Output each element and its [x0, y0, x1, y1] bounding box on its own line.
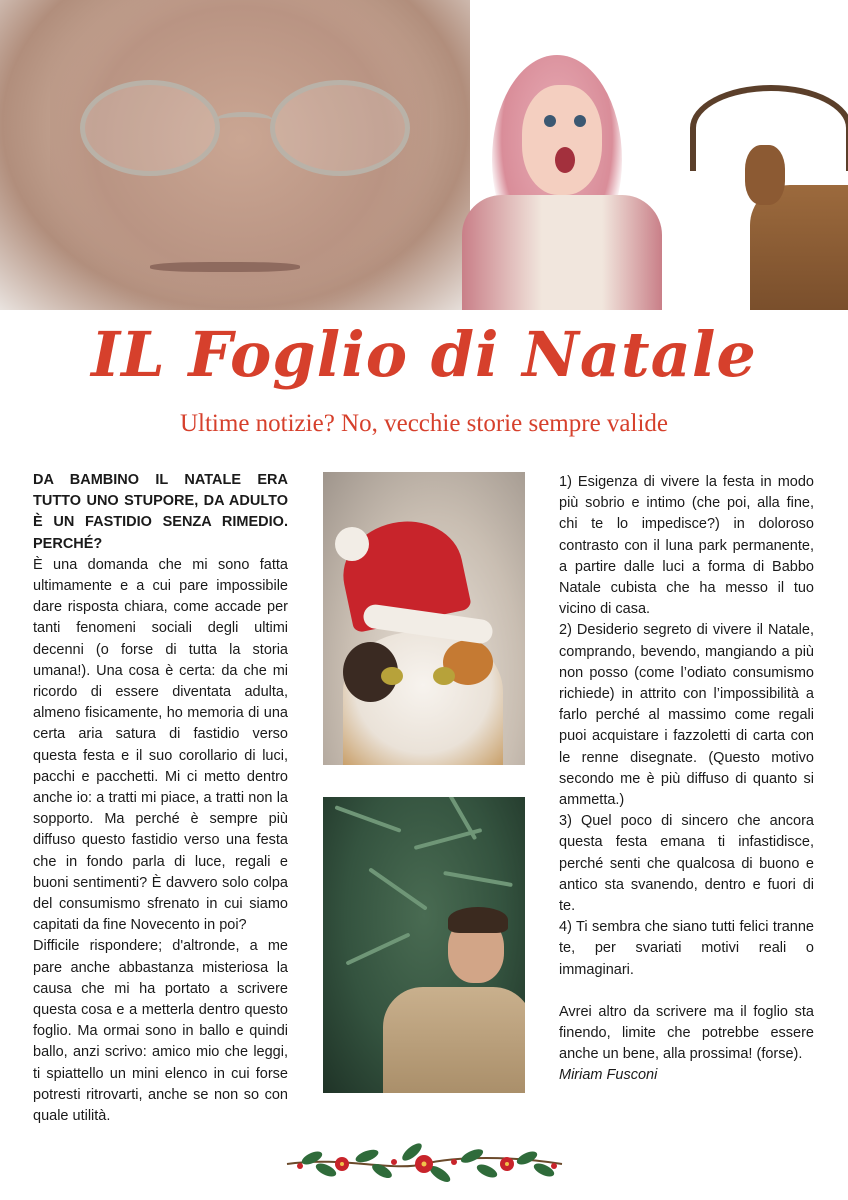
man-in-tree-photo: [323, 797, 525, 1093]
header-photo-strip: [0, 0, 848, 310]
author-signature: Miriam Fusconi: [559, 1067, 658, 1084]
list-item-2: 2) Desiderio segreto di vivere il Natale, comprando, bevendo, mangiando a più non posso (come l’odiato consumismo richiede) in attrito con l’impossibilità a farlo perché al massimo come regali puoi acquistare i fazzoletti di carta con le renne disegnate. (Questo motivo secondo me è più diffuso di quanto si ammetta.): [559, 622, 814, 809]
body-paragraph-2: Difficile rispondere; d'altronde, a me pare anche abbastanza misteriosa la causa che mi ha portato a scrivere questa cosa e a metterla dentro questo foglio. Ma ormai sono in ballo e quindi ballo, anzi scrivo: amico mio che leggi, ti spiattello un mini elenco in cui forse potresti ritrovarti, anche se non so con quale utilità.: [33, 938, 288, 1125]
deer-head: [745, 145, 785, 205]
child-eye-right: [574, 115, 586, 127]
man-hair: [448, 907, 508, 933]
grandma-photo: [0, 0, 470, 310]
child-open-mouth: [555, 147, 575, 173]
child-eye-left: [544, 115, 556, 127]
glasses-lens-right: [270, 80, 410, 176]
list-item-1: 1) Esigenza di vivere la festa in modo più sobrio e intimo (che poi, alla fine, chi te lo impedisce?) in doloroso contrasto con il luna park permanente, a partire dalle luci a forma di Babbo Natale cubista che ha messo il tuo vicino di casa.: [559, 474, 814, 618]
spacer: [559, 981, 814, 1002]
tree-branch: [345, 932, 410, 965]
tree-branch: [334, 805, 401, 833]
deer-photo: [690, 85, 848, 310]
grandma-mouth: [150, 262, 300, 272]
cat-santa-hat-photo: [323, 472, 525, 765]
man-sweater: [383, 987, 525, 1093]
holly-garland-ornament: [282, 1138, 567, 1188]
cat-eye-right: [433, 667, 455, 685]
page-title: IL Foglio di Natale: [91, 318, 757, 391]
closing-paragraph: Avrei altro da scrivere ma il foglio sta finendo, limite che potrebbe essere anche un bene, alla prossima! (forse).: [559, 1003, 814, 1063]
cat-eye-left: [381, 667, 403, 685]
list-item-4: 4) Ti sembra che siano tutti felici tranne te, per svariati motivi reali o immaginari.: [559, 919, 814, 978]
list-item-3: 3) Quel poco di sincero che ancora questa festa emana ti infastidisce, perché senti che qualcosa di buono e antico sta svanendo, dentro e fuori di te.: [559, 813, 814, 915]
lead-question: DA BAMBINO IL NATALE ERA TUTTO UNO STUPORE, DA ADULTO È UN FASTIDIO SENZA RIMEDIO. PERCHÉ?: [33, 472, 288, 552]
tree-branch: [443, 871, 513, 887]
right-column: [559, 472, 814, 1087]
santa-hat-pompom: [335, 527, 369, 561]
child-body: [462, 195, 662, 310]
child-photo: [452, 55, 677, 310]
glasses-lens-left: [80, 80, 220, 176]
poinsettia-flowers: [297, 1155, 557, 1173]
glasses-bridge: [215, 112, 273, 129]
child-face: [522, 85, 602, 195]
left-column: [33, 470, 288, 1127]
body-paragraph-1: È una domanda che mi sono fatta ultimamente e a cui pare impossibile dare risposta chiara, come accade per tanti fenomeni sociali degli ultimi decenni (o forse di tutta la storia umana!). Una cosa è certa: da che mi ricordo di essere diventata adulta, almeno fisicamente, ho memoria di una certa aria satura di fastidio verso questa festa e il suo corollario di luci, pacchi e pacchetti. Mi ci metto dentro anche io: a tratti mi piace, a tratti non la sopporto. Ma perché è sempre più diffuso questo fastidio verso una festa che in fondo parla di luce, regali e buoni sentimenti? È davvero solo colpa del consumismo sfrenato in cui siamo capitati da fine Novecento in poi?: [33, 556, 288, 934]
tree-branch: [368, 867, 428, 910]
page-subtitle: Ultime notizie? No, vecchie storie sempre valide: [179, 410, 668, 437]
